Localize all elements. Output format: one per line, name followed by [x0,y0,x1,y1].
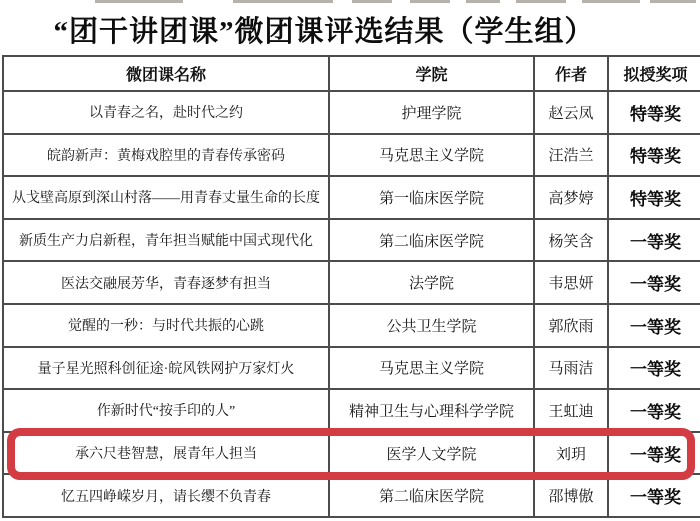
col-header-course-name: 微团课名称 [3,56,329,91]
course-name-cell: 医法交融展芳华，青春逐梦有担当 [3,261,329,304]
cropped-text-artifact [95,0,183,3]
college-cell: 护理学院 [329,91,534,134]
table-row [3,219,700,262]
author-cell: 杨笑含 [534,219,608,262]
college-cell: 医学人文学院 [329,432,534,475]
college-cell: 第二临床医学院 [329,474,534,517]
cropped-text-artifact [233,0,333,3]
course-name-cell: 从戈壁高原到深山村落——用青春丈量生命的长度 [3,176,329,219]
table-row [3,474,700,517]
college-cell: 马克思主义学院 [329,134,534,177]
college-cell: 精神卫生与心理科学学院 [329,389,534,432]
author-cell: 刘玥 [534,432,608,475]
table-row [3,91,700,134]
college-cell: 法学院 [329,261,534,304]
author-cell: 邵博傲 [534,474,608,517]
table-row [3,389,700,432]
award-cell: 一等奖 [608,304,700,347]
table-row [3,261,700,304]
results-table [2,55,700,518]
award-cell: 特等奖 [608,176,700,219]
college-cell: 第一临床医学院 [329,176,534,219]
header-row [3,56,700,91]
table-row [3,176,700,219]
page-title: “团干讲团课”微团课评选结果（学生组） [53,16,595,48]
author-cell: 王虹迪 [534,389,608,432]
author-cell: 高梦婷 [534,176,608,219]
course-name-cell: 觉醒的一秒：与时代共振的心跳 [3,304,329,347]
course-name-cell: 以青春之名，赴时代之约 [3,91,329,134]
course-name-cell: 量子星光照科创征途·皖风铁网护万家灯火 [3,347,329,390]
college-cell: 马克思主义学院 [329,347,534,390]
col-header-award: 拟授奖项 [608,56,700,91]
course-name-cell: 作新时代“按手印的人” [3,389,329,432]
table-row [3,134,700,177]
award-cell: 一等奖 [608,261,700,304]
table-row [3,304,700,347]
author-cell: 韦思妍 [534,261,608,304]
author-cell: 马雨洁 [534,347,608,390]
cropped-text-artifact [650,0,696,3]
cropped-text-artifact [516,0,566,3]
cropped-text-artifact [410,0,450,3]
award-cell: 一等奖 [608,389,700,432]
award-cell: 一等奖 [608,474,700,517]
college-cell: 公共卫生学院 [329,304,534,347]
award-cell: 一等奖 [608,347,700,390]
author-cell: 汪浩兰 [534,134,608,177]
author-cell: 赵云凤 [534,91,608,134]
course-name-cell: 皖韵新声：黄梅戏腔里的青春传承密码 [3,134,329,177]
course-name-cell: 承六尺巷智慧，展青年人担当 [3,432,329,475]
author-cell: 郭欣雨 [534,304,608,347]
cropped-text-artifact [352,0,392,3]
course-name-cell: 新质生产力启新程，青年担当赋能中国式现代化 [3,219,329,262]
award-cell: 一等奖 [608,219,700,262]
col-header-college: 学院 [329,56,534,91]
award-cell: 一等奖 [608,432,700,475]
cropped-text-artifact [466,0,500,3]
cropped-text-artifact [582,0,640,3]
table-row [3,432,700,475]
award-cell: 特等奖 [608,134,700,177]
award-cell: 特等奖 [608,91,700,134]
course-name-cell: 忆五四峥嵘岁月，请长缨不负青春 [3,474,329,517]
table-row [3,347,700,390]
col-header-author: 作者 [534,56,608,91]
college-cell: 第二临床医学院 [329,219,534,262]
